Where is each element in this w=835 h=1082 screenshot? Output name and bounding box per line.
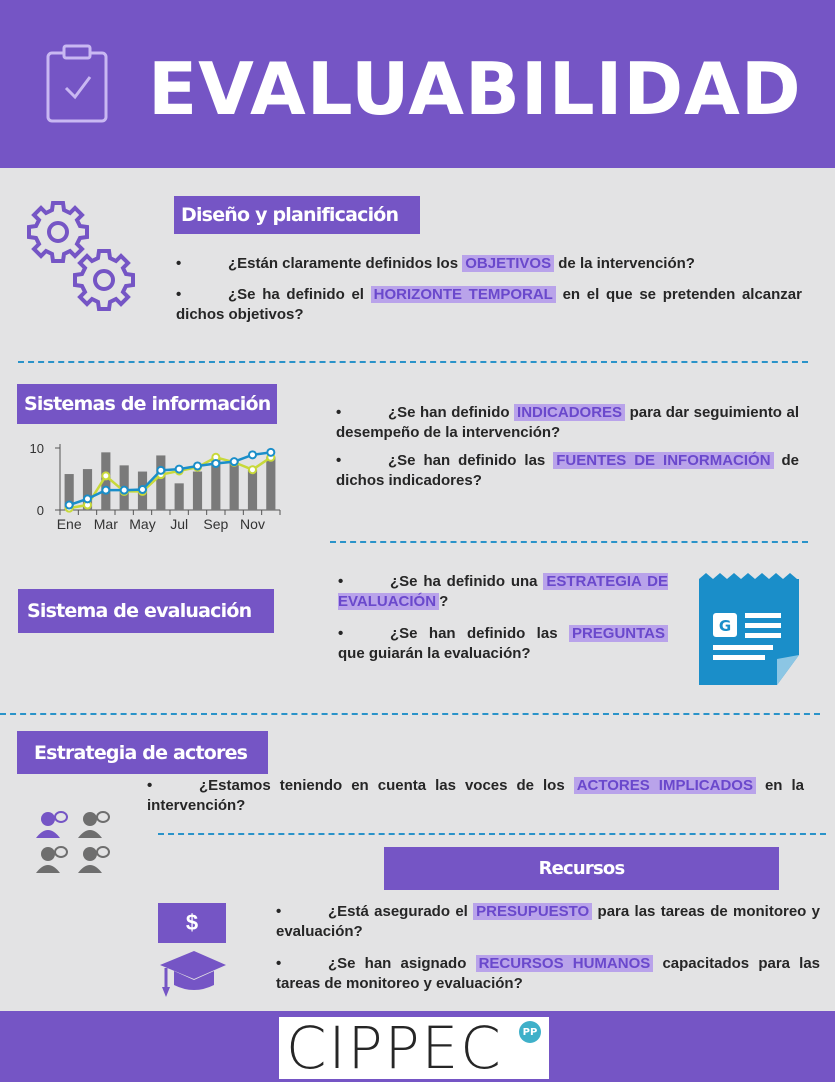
- chart-point: [139, 486, 146, 493]
- chart-line: [69, 452, 271, 505]
- divider: [158, 833, 826, 835]
- question-presupuesto: • ¿Está asegurado el PRESUPUESTO para las tareas de monitoreo y evaluación?: [276, 903, 820, 940]
- question-text: ¿Se han definido: [388, 404, 510, 421]
- question-text: ¿Está asegurado el: [328, 903, 468, 920]
- question-indicadores: • ¿Se han definido INDICADORES para dar seguimiento al desempeño de la intervención?: [336, 404, 799, 441]
- section-label-info: Sistemas de información: [17, 384, 277, 424]
- y-tick-label: 0: [36, 503, 44, 518]
- chart-point: [249, 451, 256, 458]
- highlight-keyword: PREGUNTAS: [569, 625, 668, 642]
- chart-point: [102, 472, 109, 479]
- page-title: EVALUABILIDAD: [148, 47, 802, 131]
- section-label-actores: Estrategia de actores: [17, 731, 268, 774]
- highlight-keyword: INDICADORES: [514, 404, 625, 421]
- question-actores: • ¿Estamos teniendo en cuenta las voces de los ACTORES IMPLICADOS en la intervención?: [147, 777, 804, 814]
- chart-bar: [248, 470, 257, 510]
- highlight-keyword: HORIZONTE TEMPORAL: [371, 286, 556, 303]
- divider: [330, 541, 808, 543]
- divider: [0, 713, 820, 715]
- section-label-diseno: Diseño y planificación: [174, 196, 420, 234]
- highlight-keyword: RECURSOS HUMANOS: [476, 955, 654, 972]
- highlight-keyword: PRESUPUESTO: [473, 903, 592, 920]
- dollar-icon: $: [158, 903, 226, 943]
- chart-bar: [175, 483, 184, 510]
- x-tick-label: Ene: [56, 516, 82, 532]
- x-tick-label: Nov: [240, 516, 265, 532]
- question-fuentes: • ¿Se han definido las FUENTES DE INFORMACIÓN de dichos indicadores?: [336, 452, 800, 489]
- chart-bar: [156, 455, 165, 510]
- question-text: ¿Estamos teniendo en cuenta las voces de los: [199, 777, 565, 794]
- question-text: para las tareas de monitoreo y evaluación?: [276, 903, 820, 940]
- clipboard-check-icon: [44, 43, 110, 125]
- chart-point: [84, 495, 91, 502]
- x-tick-label: Mar: [93, 516, 118, 532]
- chart-point: [267, 449, 274, 456]
- chart-point: [66, 502, 73, 509]
- question-text: ¿Se ha definido una: [390, 573, 538, 590]
- divider: [18, 361, 808, 363]
- question-text: ¿Se han definido las: [388, 452, 546, 469]
- chart-point: [157, 467, 164, 474]
- svg-text:G: G: [718, 617, 732, 635]
- highlight-keyword: OBJETIVOS: [462, 255, 554, 272]
- question-text: de dichos indicadores?: [336, 452, 800, 489]
- question-text: que guiarán la evaluación?: [338, 645, 531, 662]
- question-estrategia: • ¿Se ha definido una ESTRATEGIA DE EVALUACIÓN ?: [338, 573, 668, 610]
- graduation-cap-icon: [158, 947, 228, 999]
- section-label-evaluacion: Sistema de evaluación: [18, 589, 274, 633]
- chart-point: [249, 466, 256, 473]
- chart-line: [69, 457, 271, 508]
- chart-point: [176, 466, 183, 473]
- question-objetivos: • ¿Están claramente definidos los OBJETIVOS de la intervención?: [176, 255, 695, 272]
- question-text: capacitados para las tareas de monitoreo y evaluación?: [276, 955, 821, 992]
- highlight-keyword: ESTRATEGIA DE EVALUACIÓN: [338, 573, 668, 610]
- x-tick-label: May: [129, 516, 156, 532]
- question-text: en el que se pretenden alcanzar dichos objetivos?: [176, 286, 802, 323]
- people-talking-icon: [34, 808, 116, 876]
- chart-bar: [193, 472, 202, 510]
- question-text: en la intervención?: [147, 777, 804, 814]
- y-tick-label: 10: [29, 441, 44, 456]
- question-recursos-humanos: • ¿Se han asignado RECURSOS HUMANOS capacitados para las tareas de monitoreo y evaluación?: [276, 955, 821, 992]
- question-text: ¿Se ha definido el: [228, 286, 364, 303]
- gears-icon: [24, 200, 144, 320]
- question-horizonte: • ¿Se ha definido el HORIZONTE TEMPORAL en el que se pretenden alcanzar dichos objetivos?: [176, 286, 802, 323]
- chart-point: [102, 487, 109, 494]
- chart-point: [121, 487, 128, 494]
- receipt-document-icon: [697, 571, 801, 687]
- x-tick-label: Sep: [203, 516, 229, 532]
- sample-indicator-chart: [24, 434, 286, 544]
- question-text: ?: [439, 593, 449, 610]
- chart-bar: [230, 460, 239, 510]
- highlight-keyword: ACTORES IMPLICADOS: [574, 777, 756, 794]
- cippec-logo: CIPPEC: [286, 1014, 503, 1082]
- x-tick-label: Jul: [170, 516, 189, 532]
- section-label-recursos: Recursos: [384, 847, 779, 890]
- chart-bar: [266, 457, 275, 510]
- question-text: de la intervención?: [558, 255, 695, 272]
- question-text: ¿Están claramente definidos los: [228, 255, 459, 272]
- question-text: para dar seguimiento al desempeño de la intervención?: [336, 404, 799, 441]
- question-preguntas: • ¿Se han definido las PREGUNTAS que guiarán la evaluación?: [338, 624, 668, 664]
- chart-point: [231, 458, 238, 465]
- chart-point: [194, 462, 201, 469]
- logo-badge: PP: [519, 1021, 541, 1043]
- chart-point: [212, 460, 219, 467]
- highlight-keyword: FUENTES DE INFORMACIÓN: [553, 452, 773, 469]
- question-text: ¿Se han definido las: [390, 625, 558, 642]
- question-text: ¿Se han asignado: [328, 955, 467, 972]
